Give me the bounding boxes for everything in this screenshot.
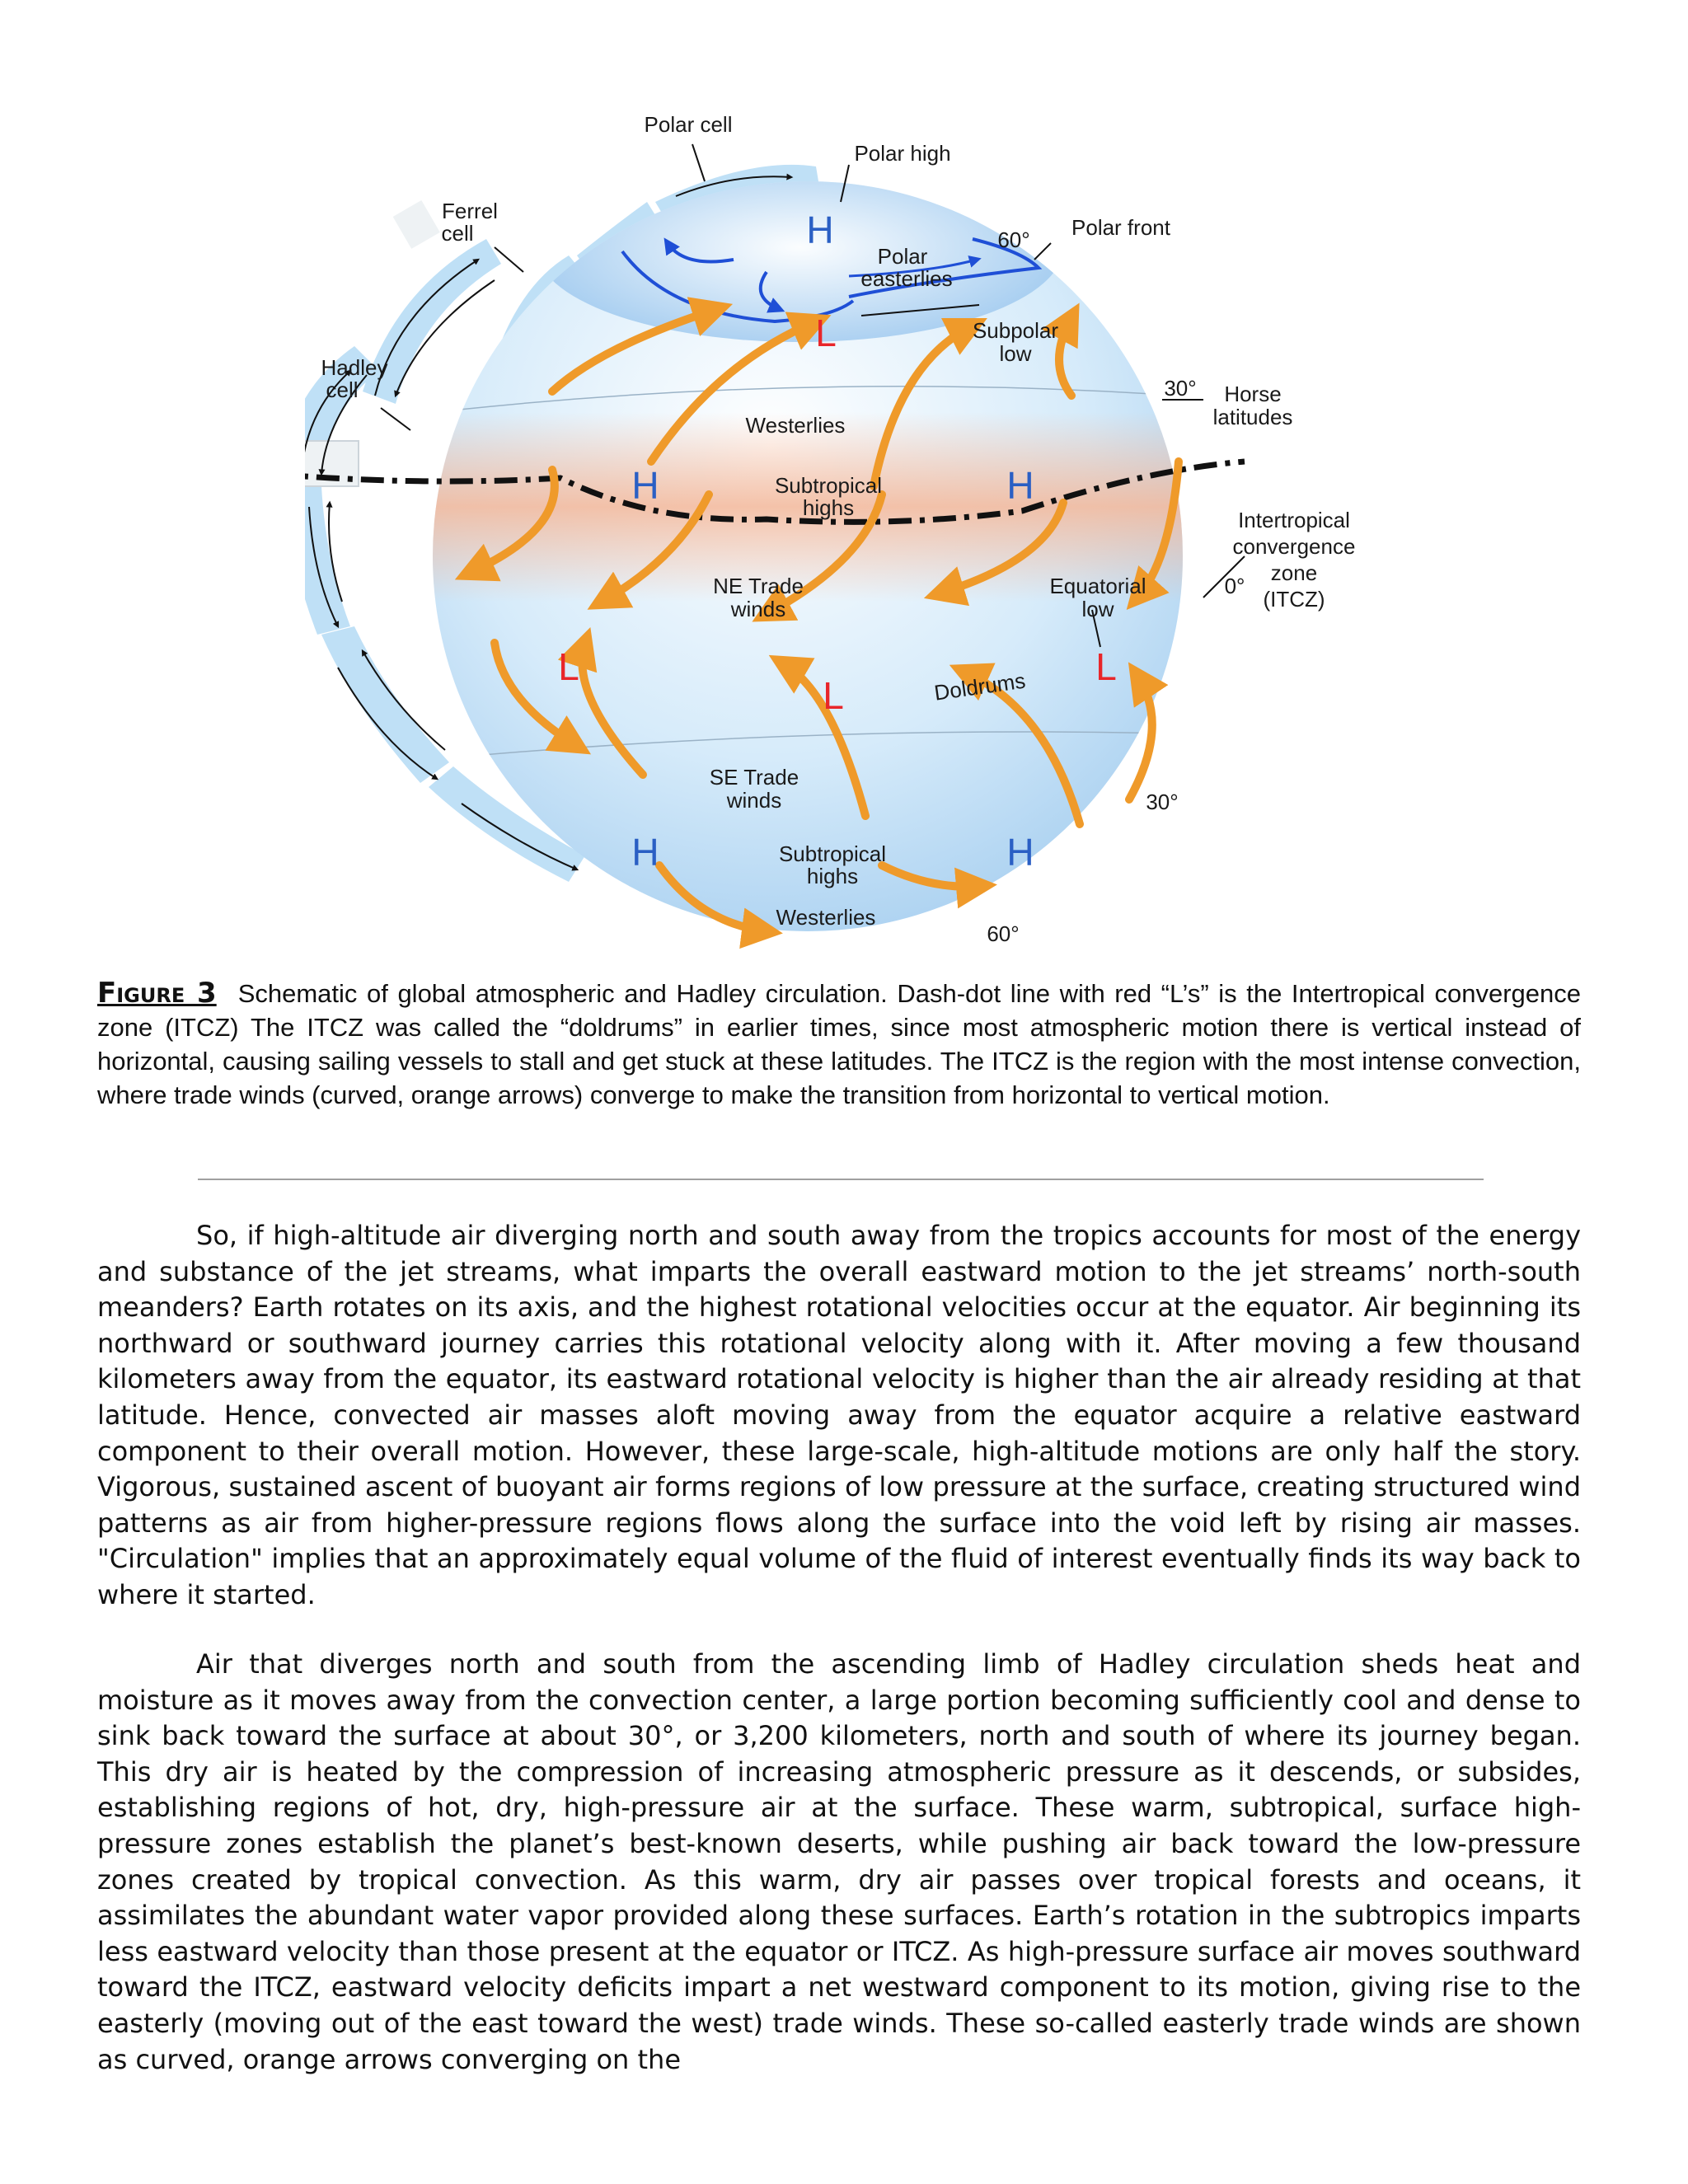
label-equatorial-low-2: low — [1081, 597, 1114, 621]
polar-high-mark: H — [806, 209, 834, 251]
subtropical-high-mark-nw: H — [631, 464, 659, 507]
label-hadley-cell-1: Hadley — [321, 355, 388, 380]
figure-label: Figure 3 — [97, 977, 217, 1010]
label-lat-60-bottom: 60° — [987, 921, 1020, 946]
label-se-trade-2: winds — [726, 788, 782, 813]
label-polar-easterlies-2: easterlies — [860, 266, 953, 291]
label-se-trade-1: SE Trade — [709, 765, 799, 790]
label-subtropical-highs-bottom-2: highs — [806, 864, 859, 888]
label-itcz-1: Intertropical — [1238, 508, 1350, 532]
body-paragraph-2: Air that diverges north and south from the ascending limb of Hadley circulation sheds heat and moisture as it moves away from the convection center, a large portion becoming sufficiently cool and dense to sink back toward the surface at about 30°, or 3,200 kilometers, north and south of where its journey began. This dry air is heated by the compression of increasing atmospheric pressure as it descends, or subsides, establishing regions of hot, dry, high-pressure air at the surface. These warm, subtropical, surface high-pressure zones establish the planet’s best-known deserts, while pushing air back toward the low-pressure zones created by tropical convection. As this warm, dry air passes over tropical forests and oceans, it assimilates the abundant water vapor provided along these surfaces. Earth’s rotation in the subtropics imparts less eastward velocity than those present at the equator or ITCZ. As high-pressure surface air moves southward toward the ITCZ, eastward velocity deficits impart a net westward component to its motion, giving rise to the easterly (moving out of the east toward the west) trade winds. These so-called easterly trade winds are shown as curved, orange arrows converging on the — [97, 1648, 1581, 2075]
subtropical-high-mark-se: H — [1006, 831, 1034, 874]
subpolar-low-mark: L — [815, 312, 837, 354]
label-horse-latitudes-2: latitudes — [1212, 405, 1293, 429]
label-horse-latitudes-1: Horse — [1224, 382, 1282, 406]
label-doldrums: Doldrums — [932, 668, 1027, 705]
label-lat-60-top: 60° — [997, 227, 1030, 252]
label-ferrel-cell-2: cell — [441, 221, 474, 246]
label-polar-cell: Polar cell — [644, 112, 733, 137]
label-subpolar-low-1: Subpolar — [972, 318, 1059, 343]
figure-caption — [97, 977, 1581, 1112]
atmospheric-circulation-figure — [305, 99, 1401, 972]
equatorial-low-mark-e: L — [1095, 645, 1117, 688]
subtropical-high-mark-ne: H — [1006, 464, 1034, 507]
label-lat-0: 0° — [1224, 574, 1245, 598]
label-ferrel-cell-1: Ferrel — [442, 199, 498, 223]
caption-text: Schematic of global atmospheric and Hadley circulation. Dash-dot line with red “L’s” is the Intertropical convergence zone (ITCZ) The ITCZ was called the “doldrums” in earlier times, since most atmospheric motion there is vertical instead of horizontal, causing sailing vessels to stall and get stuck at these latitudes. The ITCZ is the region with the most intense convection, where trade winds (curved, orange arrows) converge to make the transition from horizontal to vertical motion. — [97, 979, 1581, 1109]
equatorial-low-mark-w: L — [558, 645, 579, 688]
label-polar-easterlies-1: Polar — [877, 244, 928, 269]
label-itcz-2: convergence — [1232, 534, 1356, 559]
subtropical-high-mark-sw: H — [631, 831, 659, 874]
label-itcz-4: (ITCZ) — [1263, 587, 1325, 612]
label-subtropical-highs-bottom-1: Subtropical — [778, 841, 887, 866]
label-polar-front: Polar front — [1071, 215, 1170, 240]
label-equatorial-low-1: Equatorial — [1049, 574, 1146, 598]
label-subtropical-highs-top-2: highs — [802, 495, 855, 520]
label-ne-trade-2: winds — [730, 597, 786, 621]
label-polar-high: Polar high — [854, 141, 951, 166]
label-ne-trade-1: NE Trade — [713, 574, 804, 598]
label-lat-30-bottom: 30° — [1146, 790, 1179, 814]
label-itcz-3: zone — [1270, 560, 1318, 585]
body-paragraph-1: So, if high-altitude air diverging north and south away from the tropics accounts for most of the energy and substance of the jet streams, what imparts the overall eastward motion to the jet streams’ north-south meanders? Earth rotates on its axis, and the highest rotational velocities occur at the equator. Air beginning its northward or southward journey carries this rotational velocity along with it. After moving a few thousand kilometers away from the equator, its eastward rotational velocity is higher than the air already residing at that latitude. Hence, convected air masses aloft moving away from the equator acquire a relative eastward component to their overall motion. However, these large-scale, high-altitude motions are only half the story. Vigorous, sustained ascent of buoyant air forms regions of low pressure at the surface, creating structured wind patterns as air from higher-pressure regions flows along the surface into the void left by rising air masses. "Circulation" implies that an approximately equal volume of the fluid of interest eventually finds its way back to where it started. — [97, 1220, 1581, 1610]
section-divider — [198, 1179, 1484, 1180]
equatorial-low-mark-c: L — [823, 674, 844, 717]
label-subpolar-low-2: low — [999, 341, 1032, 366]
circulation-diagram — [305, 99, 1401, 972]
label-westerlies-bottom: Westerlies — [776, 905, 876, 930]
label-westerlies-top: Westerlies — [745, 413, 846, 438]
label-lat-30-top: 30° — [1164, 376, 1197, 401]
label-hadley-cell-2: cell — [326, 377, 359, 402]
label-subtropical-highs-top-1: Subtropical — [774, 473, 883, 498]
